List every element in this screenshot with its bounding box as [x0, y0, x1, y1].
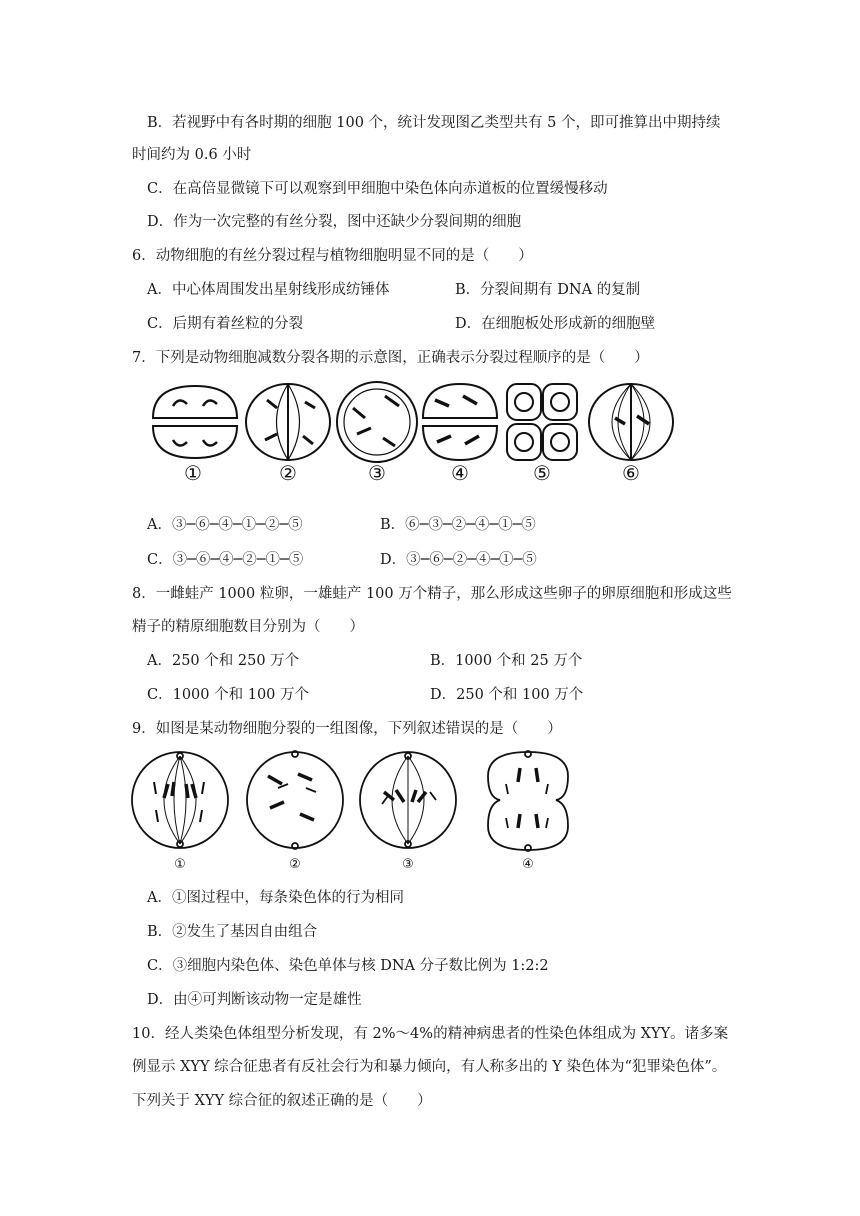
q6-stem: 6．动物细胞的有丝分裂过程与植物细胞明显不同的是（ ） — [132, 248, 533, 264]
q7-cell-5 — [507, 384, 577, 460]
q9-figure — [128, 748, 568, 873]
q7-option-c: C．③─⑥─④─②─①─⑤ — [147, 552, 304, 568]
q8-option-a: A．250 个和 250 万个 — [147, 653, 300, 669]
q9-cell-1 — [132, 752, 228, 848]
q9-label-2: ② — [289, 857, 301, 872]
q9-label-4: ④ — [522, 857, 534, 872]
q7-cell-1 — [153, 386, 237, 458]
q9-option-c: C．③细胞内染色体、染色单体与核 DNA 分子数比例为 1:2:2 — [147, 958, 549, 974]
q7-figure — [145, 378, 705, 488]
q10-stem-line1: 10．经人类染色体组型分析发现，有 2%～4%的精神病患者的性染色体组成为 XYY。诸多案 — [132, 1026, 729, 1042]
q8-option-b: B．1000 个和 25 万个 — [430, 653, 583, 669]
q9-cell-2 — [247, 751, 343, 849]
q7-label-2: ② — [279, 461, 297, 485]
q5-option-d: D．作为一次完整的有丝分裂，图中还缺少分裂间期的细胞 — [147, 214, 522, 230]
q5-option-c: C．在高倍显微镜下可以观察到甲细胞中染色体向赤道板的位置缓慢移动 — [147, 181, 608, 197]
q7-label-5: ⑤ — [533, 461, 551, 485]
q7-label-4: ④ — [451, 461, 469, 485]
q7-option-d: D．③─⑥─②─④─①─⑤ — [380, 552, 537, 568]
q7-cell-4 — [423, 384, 497, 460]
q7-stem: 7．下列是动物细胞减数分裂各期的示意图，正确表示分裂过程顺序的是（ ） — [132, 350, 649, 366]
q7-option-b: B．⑥─③─②─④─①─⑤ — [380, 517, 536, 533]
q8-option-d: D．250 个和 100 万个 — [430, 687, 584, 703]
q7-cell-3 — [337, 382, 417, 462]
q9-label-1: ① — [174, 857, 186, 872]
q10-stem-line2: 例显示 XYY 综合征患者有反社会行为和暴力倾向，有人称多出的 Y 染色体为“犯罪染色体”。 — [132, 1059, 727, 1075]
q9-label-3: ③ — [402, 857, 414, 872]
q7-label-1: ① — [184, 461, 202, 485]
q6-option-b: B．分裂间期有 DNA 的复制 — [455, 282, 641, 298]
q5-option-b-line1: B．若视野中有各时期的细胞 100 个，统计发现图乙类型共有 5 个，即可推算出中期持续 — [147, 115, 721, 131]
q6-option-d: D．在细胞板处形成新的细胞壁 — [455, 316, 656, 332]
q9-cell-3 — [360, 752, 456, 848]
q8-stem-line2: 精子的精原细胞数目分别为（ ） — [132, 619, 364, 635]
q8-option-c: C．1000 个和 100 万个 — [147, 687, 309, 703]
q7-cell-6 — [589, 384, 673, 460]
q6-option-c: C．后期有着丝粒的分裂 — [147, 316, 304, 332]
q9-cell-4 — [488, 751, 568, 851]
q6-option-a: A．中心体周围发出星射线形成纺锤体 — [147, 282, 390, 298]
q7-cell-2 — [246, 384, 330, 460]
q9-option-d: D．由④可判断该动物一定是雄性 — [147, 992, 362, 1008]
q7-label-3: ③ — [368, 461, 386, 485]
q7-option-a: A．③─⑥─④─①─②─⑤ — [147, 517, 303, 533]
q7-label-6: ⑥ — [622, 461, 640, 485]
q9-option-b: B．②发生了基因自由组合 — [147, 924, 318, 940]
q10-stem-line3: 下列关于 XYY 综合征的叙述正确的是（ ） — [132, 1093, 432, 1109]
q9-option-a: A．①图过程中，每条染色体的行为相同 — [147, 890, 404, 906]
q8-stem-line1: 8．一雌蛙产 1000 粒卵，一雄蛙产 100 万个精子，那么形成这些卵子的卵原细胞和形成这些 — [132, 586, 732, 602]
q9-stem: 9．如图是某动物细胞分裂的一组图像，下列叙述错误的是（ ） — [132, 721, 562, 737]
q5-option-b-line2: 时间约为 0.6 小时 — [132, 147, 252, 163]
